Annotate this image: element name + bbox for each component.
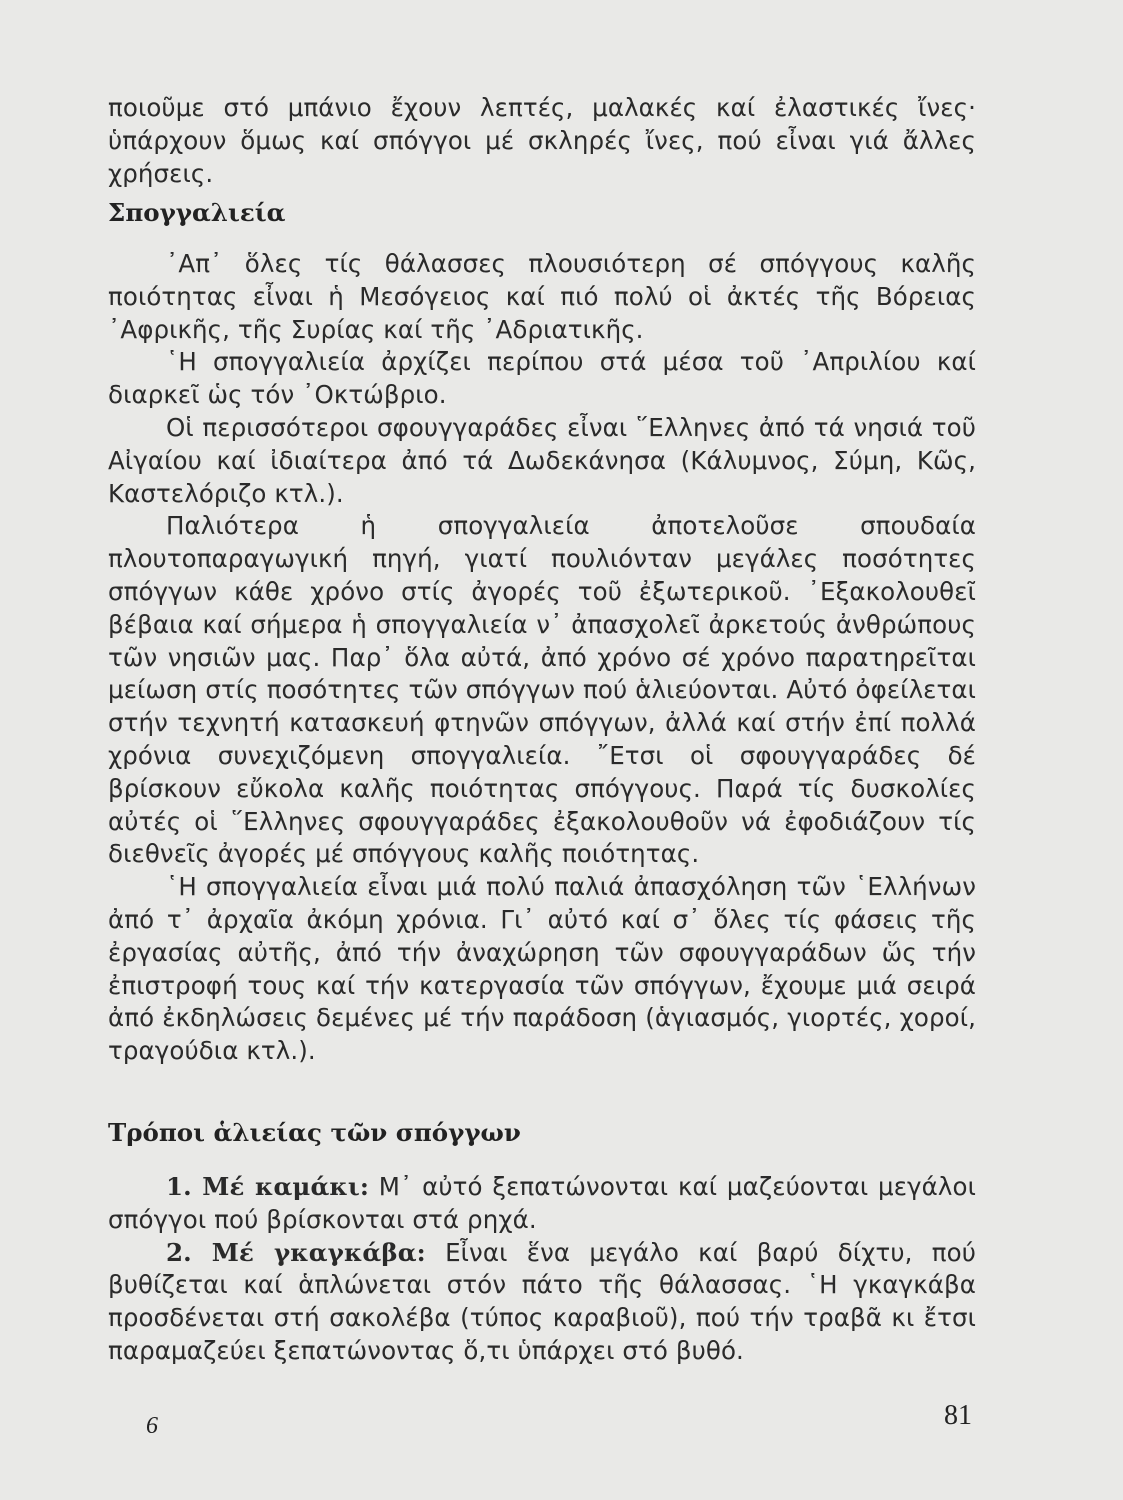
list-item-label: 2. Μέ γκαγκάβα: <box>166 1237 426 1267</box>
section1-body <box>108 248 976 1068</box>
page-number: 81 <box>944 1400 972 1431</box>
paragraph: ῾Η σπογγαλιεία ἀρχίζει περίπου στά μέσα τοῦ ᾿Απριλίου καί διαρκεῖ ὡς τόν ᾿Οκτώβριο. <box>108 347 976 410</box>
list-item <box>108 1171 976 1237</box>
paragraph: ῾Η σπογγαλιεία εἶναι μιά πολύ παλιά ἀπασχόληση τῶν ῾Ελλήνων ἀπό τ᾿ ἀρχαῖα ἀκόμη χρόνια. Γι᾿ αὐτό καί σ᾿ ὅλες τίς φάσεις τῆς ἐργασίας αὐτῆς, ἀπό τήν ἀναχώρηση τῶν σφουγγαράδων ὥς τήν ἐπιστροφή τους καί τήν κατεργασία τῶν σπόγγων, ἔχουμε μιά σειρά ἀπό ἐκδηλώσεις δεμένες μέ τήν παράδοση (ἁγιασμός, γιορτές, χοροί, τραγούδια κτλ.). <box>108 872 976 1066</box>
list-item <box>108 1237 976 1368</box>
paragraph: Οἱ περισσότεροι σφουγγαράδες εἶναι ῞Ελληνες ἀπό τά νησιά τοῦ Αἰγαίου καί ἰδιαίτερα ἀπό τά Δωδεκάνησα (Κάλυμνος, Σύμη, Κῶς, Καστελόριζο κτλ.). <box>108 412 976 508</box>
section-heading-sponge-fishing: Σπογγαλιεία <box>108 198 286 227</box>
list-item-text: Εἶναι ἕνα μεγάλο καί βαρύ δίχτυ, πού βυθίζεται καί ἁπλώνεται στόν πάτο τῆς θάλασσας. ῾Η γκαγκάβα προσδένεται στή σακολέβα (τύπος καραβιοῦ), πού τήν τραβᾶ κι ἔτσι παραμαζεύει ξεπατώνοντας ὅ,τι ὑπάρχει στό βυθό. <box>108 1237 976 1365</box>
list-item-label: 1. Μέ καμάκι: <box>166 1172 369 1201</box>
section-heading-fishing-methods: Τρόποι ἁλιείας τῶν σπόγγων <box>108 1118 521 1147</box>
list-item-text: Μ᾿ αὐτό ξεπατώνονται καί μαζεύονται μεγάλοι σπόγγοι πού βρίσκονται στά ρηχά. <box>108 1172 976 1234</box>
intro-text <box>108 92 976 190</box>
section2-body <box>108 1171 976 1368</box>
paragraph: ᾿Απ᾿ ὅλες τίς θάλασσες πλουσιότερη σέ σπόγγους καλῆς ποιότητας εἶναι ἡ Μεσόγειος καί πιό πολύ οἱ ἀκτές τῆς Βόρειας ᾿Αφρικῆς, τῆς Συρίας καί τῆς ᾿Αδριατικῆς. <box>108 249 976 344</box>
intro-paragraph: ποιοῦμε στό μπάνιο ἔχουν λεπτές, μαλακές καί ἐλαστικές ἴνες· ὑπάρχουν ὅμως καί σπόγγοι μέ σκληρές ἴνες, πού εἶναι γιά ἄλλες χρήσεις. <box>108 93 976 188</box>
signature-mark: 6 <box>146 1413 158 1439</box>
paragraph: Παλιότερα ἡ σπογγαλιεία ἀποτελοῦσε σπουδαία πλουτοπαραγωγική πηγή, γιατί πουλιόνταν μεγάλες ποσότητες σπόγγων κάθε χρόνο στίς ἀγορές τοῦ ἐξωτερικοῦ. ᾿Εξακολουθεῖ βέβαια καί σήμερα ἡ σπογγαλιεία ν᾿ ἀπασχολεῖ ἀρκετούς ἀνθρώπους τῶν νησιῶν μας. Παρ᾿ ὅλα αὐτά, ἀπό χρόνο σέ χρόνο παρατηρεῖται μείωση στίς ποσότητες τῶν σπόγγων πού ἁλιεύονται. Αὐτό ὀφείλεται στήν τεχνητή κατασκευή φτηνῶν σπόγγων, ἀλλά καί στήν ἐπί πολλά χρόνια συνεχιζόμενη σπογγαλιεία. ῎Ετσι οἱ σφουγγαράδες δέ βρίσκουν εὔκολα καλῆς ποιότητας σπόγγους. Παρά τίς δυσκολίες αὐτές οἱ ῞Ελληνες σφουγγαράδες ἐξακολουθοῦν νά ἐφοδιάζουν τίς διεθνεῖς ἀγορές μέ σπόγγους καλῆς ποιότητας. <box>108 511 976 869</box>
